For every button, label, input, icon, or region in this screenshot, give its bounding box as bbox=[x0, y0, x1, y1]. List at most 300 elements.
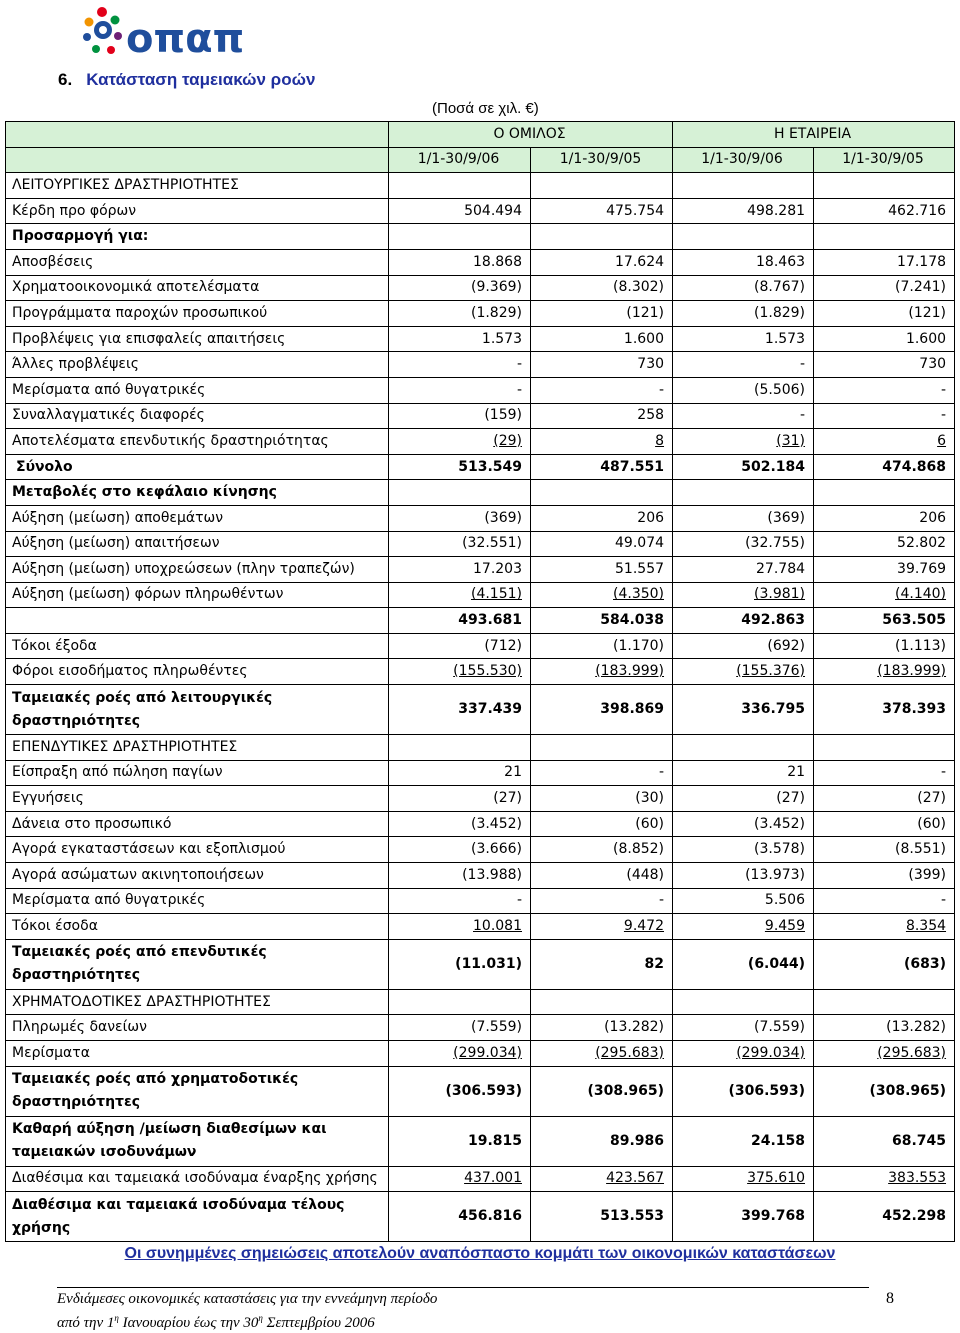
row-value bbox=[673, 1166, 814, 1192]
table-row bbox=[6, 454, 955, 480]
row-value bbox=[814, 249, 955, 275]
value-text: (60) bbox=[917, 815, 947, 832]
row-value bbox=[531, 914, 673, 940]
row-label: Σύνολο bbox=[6, 454, 389, 480]
value-text: (60) bbox=[635, 815, 665, 832]
row-label: Μερίσματα bbox=[6, 1041, 389, 1067]
row-value bbox=[531, 429, 673, 455]
row-value bbox=[389, 1192, 531, 1242]
row-value bbox=[531, 735, 673, 761]
header-company: Η ΕΤΑΙΡΕΙΑ bbox=[673, 122, 955, 148]
value-text: - bbox=[940, 407, 947, 424]
row-value bbox=[531, 1166, 673, 1192]
table-row bbox=[6, 1015, 955, 1041]
value-text: 8 bbox=[655, 432, 665, 449]
value-text: (7.559) bbox=[754, 1019, 806, 1036]
value-text: (1.829) bbox=[470, 304, 522, 321]
row-value bbox=[531, 811, 673, 837]
row-value bbox=[673, 198, 814, 224]
row-value bbox=[673, 685, 814, 735]
row-value bbox=[673, 480, 814, 506]
table-row bbox=[6, 275, 955, 301]
value-text: 21 bbox=[504, 764, 522, 781]
value-text: 24.158 bbox=[750, 1132, 806, 1149]
table-row bbox=[6, 735, 955, 761]
value-text: - bbox=[940, 892, 947, 909]
value-text: (183.999) bbox=[595, 663, 665, 680]
row-label: Αύξηση (μείωση) αποθεμάτων bbox=[6, 505, 389, 531]
row-value bbox=[814, 198, 955, 224]
footer-text-part: από την 1 bbox=[57, 1315, 115, 1331]
opap-logo bbox=[78, 6, 248, 70]
value-text: 513.553 bbox=[600, 1208, 665, 1225]
value-text: - bbox=[516, 892, 522, 909]
value-text: 437.001 bbox=[464, 1170, 522, 1187]
value-text: 6 bbox=[937, 432, 947, 449]
row-value bbox=[814, 352, 955, 378]
row-value bbox=[814, 914, 955, 940]
row-value bbox=[814, 326, 955, 352]
row-value bbox=[814, 1015, 955, 1041]
row-value bbox=[531, 1192, 673, 1242]
value-text: (369) bbox=[767, 509, 806, 526]
table-row bbox=[6, 429, 955, 455]
row-value bbox=[673, 633, 814, 659]
value-text: 1.573 bbox=[481, 330, 522, 347]
row-value bbox=[814, 837, 955, 863]
row-value bbox=[673, 531, 814, 557]
table-row bbox=[6, 1116, 955, 1166]
value-text: (13.973) bbox=[745, 866, 806, 883]
footer-text-part: Σεπτεμβρίου 2006 bbox=[262, 1315, 375, 1331]
row-value bbox=[814, 989, 955, 1015]
table-row bbox=[6, 939, 955, 989]
value-text: (32.755) bbox=[745, 535, 806, 552]
row-label: Άλλες προβλέψεις bbox=[6, 352, 389, 378]
header-period: 1/1-30/9/06 bbox=[673, 147, 814, 173]
row-value bbox=[814, 301, 955, 327]
row-label: Αποτελέσματα επενδυτικής δραστηριότητας bbox=[6, 429, 389, 455]
row-value bbox=[814, 685, 955, 735]
value-text: (299.034) bbox=[736, 1044, 806, 1061]
value-text: (308.965) bbox=[869, 1082, 947, 1099]
row-value bbox=[389, 786, 531, 812]
value-text: (159) bbox=[484, 407, 522, 424]
row-value bbox=[673, 888, 814, 914]
row-value bbox=[531, 403, 673, 429]
footer-text-part: Ιανουαρίου έως την 30 bbox=[118, 1315, 259, 1331]
row-value bbox=[389, 301, 531, 327]
value-text: 206 bbox=[919, 509, 947, 526]
value-text: (6.044) bbox=[747, 955, 806, 972]
value-text: 398.869 bbox=[600, 701, 665, 718]
row-value bbox=[531, 198, 673, 224]
value-text: (5.506) bbox=[754, 381, 806, 398]
row-value bbox=[814, 480, 955, 506]
row-value bbox=[531, 352, 673, 378]
row-value bbox=[673, 557, 814, 583]
header-period: 1/1-30/9/05 bbox=[814, 147, 955, 173]
row-value bbox=[814, 505, 955, 531]
row-value bbox=[389, 914, 531, 940]
value-text: 82 bbox=[644, 955, 665, 972]
row-label: Ταμειακές ροές από χρηματοδοτικές δραστηριότητες bbox=[6, 1066, 389, 1116]
row-value bbox=[531, 480, 673, 506]
table-row bbox=[6, 837, 955, 863]
row-value bbox=[389, 198, 531, 224]
value-text: (7.241) bbox=[895, 279, 947, 296]
row-value bbox=[389, 249, 531, 275]
table-row bbox=[6, 198, 955, 224]
row-value bbox=[814, 786, 955, 812]
row-value bbox=[531, 863, 673, 889]
row-value bbox=[389, 1166, 531, 1192]
section-title bbox=[58, 70, 315, 90]
row-value bbox=[531, 224, 673, 250]
value-text: 258 bbox=[637, 407, 665, 424]
row-value bbox=[389, 863, 531, 889]
value-text: - bbox=[516, 356, 522, 373]
value-text: - bbox=[658, 381, 665, 398]
row-value bbox=[389, 403, 531, 429]
row-label: Μεταβολές στο κεφάλαιο κίνησης bbox=[6, 480, 389, 506]
row-value bbox=[531, 377, 673, 403]
row-value bbox=[531, 888, 673, 914]
value-text: 462.716 bbox=[888, 202, 947, 219]
row-label: Αγορά ασώματων ακινητοποιήσεων bbox=[6, 863, 389, 889]
row-value bbox=[389, 888, 531, 914]
section-heading: Κατάσταση ταμειακών ροών bbox=[86, 70, 316, 89]
row-label: Ταμειακές ροές από επενδυτικές δραστηριότητες bbox=[6, 939, 389, 989]
row-value bbox=[531, 557, 673, 583]
value-text: (27) bbox=[917, 790, 947, 807]
row-label: Μερίσματα από θυγατρικές bbox=[6, 377, 389, 403]
footer-superscript: η bbox=[258, 1313, 263, 1323]
row-value bbox=[814, 659, 955, 685]
row-value bbox=[389, 659, 531, 685]
value-text: 8.354 bbox=[905, 918, 947, 935]
row-value bbox=[814, 735, 955, 761]
notes-disclaimer: Οι συνημμένες σημειώσεις αποτελούν αναπόσπαστο κομμάτι των οικονομικών καταστάσεων bbox=[124, 1245, 836, 1262]
value-text: 1.573 bbox=[764, 330, 806, 347]
value-text: 498.281 bbox=[747, 202, 806, 219]
row-value bbox=[389, 1041, 531, 1067]
row-value bbox=[531, 837, 673, 863]
row-value bbox=[673, 1041, 814, 1067]
value-text: 5.506 bbox=[764, 892, 806, 909]
value-text: 513.549 bbox=[458, 458, 522, 475]
row-value bbox=[814, 1116, 955, 1166]
value-text: (295.683) bbox=[877, 1044, 947, 1061]
value-text: (692) bbox=[767, 637, 806, 654]
header-group: Ο ΟΜΙΛΟΣ bbox=[389, 122, 673, 148]
value-text: - bbox=[940, 764, 947, 781]
row-value bbox=[389, 685, 531, 735]
table-row bbox=[6, 1041, 955, 1067]
table-row bbox=[6, 685, 955, 735]
header-row-entity bbox=[6, 122, 955, 148]
value-text: 19.815 bbox=[467, 1132, 522, 1149]
value-text: 456.816 bbox=[458, 1208, 522, 1225]
row-label: Μερίσματα από θυγατρικές bbox=[6, 888, 389, 914]
row-value bbox=[673, 939, 814, 989]
row-label: Διαθέσιμα και ταμειακά ισοδύναμα έναρξης χρήσης bbox=[6, 1166, 389, 1192]
value-text: 336.795 bbox=[741, 701, 806, 718]
value-text: (155.530) bbox=[453, 663, 522, 680]
row-value bbox=[814, 173, 955, 199]
table-row bbox=[6, 608, 955, 634]
value-text: (155.376) bbox=[736, 663, 806, 680]
table-row bbox=[6, 403, 955, 429]
row-value bbox=[673, 837, 814, 863]
value-text: 375.610 bbox=[747, 1170, 806, 1187]
table-row bbox=[6, 1166, 955, 1192]
row-label: Αγορά εγκαταστάσεων και εξοπλισμού bbox=[6, 837, 389, 863]
table-row bbox=[6, 377, 955, 403]
value-text: (3.981) bbox=[754, 586, 806, 603]
table-row bbox=[6, 505, 955, 531]
row-value bbox=[673, 224, 814, 250]
row-value bbox=[814, 377, 955, 403]
value-text: - bbox=[658, 764, 665, 781]
value-text: 27.784 bbox=[756, 560, 806, 577]
header-row-periods bbox=[6, 147, 955, 173]
row-value bbox=[531, 786, 673, 812]
value-text: (31) bbox=[776, 432, 806, 449]
row-value bbox=[814, 1192, 955, 1242]
value-text: 474.868 bbox=[882, 458, 947, 475]
value-text: (13.282) bbox=[604, 1019, 665, 1036]
value-text: 39.769 bbox=[897, 560, 947, 577]
row-label: Δάνεια στο προσωπικό bbox=[6, 811, 389, 837]
header-blank bbox=[6, 147, 389, 173]
header-blank bbox=[6, 122, 389, 148]
value-text: 17.178 bbox=[897, 253, 947, 270]
row-value bbox=[531, 989, 673, 1015]
value-text: 337.439 bbox=[458, 701, 522, 718]
value-text: 18.868 bbox=[473, 253, 522, 270]
value-text: 504.494 bbox=[464, 202, 522, 219]
row-value bbox=[389, 326, 531, 352]
footer-text-line1: Ενδιάμεσες οικονομικές καταστάσεις για την εννεάμηνη περίοδο bbox=[57, 1291, 438, 1307]
row-value bbox=[389, 1116, 531, 1166]
value-text: 49.074 bbox=[615, 535, 665, 552]
row-label: Αποσβέσεις bbox=[6, 249, 389, 275]
value-text: (1.170) bbox=[613, 637, 665, 654]
value-text: (183.999) bbox=[877, 663, 947, 680]
value-text: (712) bbox=[484, 637, 522, 654]
row-value bbox=[389, 1066, 531, 1116]
table-row bbox=[6, 582, 955, 608]
row-label: ΛΕΙΤΟΥΡΓΙΚΕΣ ΔΡΑΣΤΗΡΙΟΤΗΤΕΣ bbox=[6, 173, 389, 199]
value-text: 378.393 bbox=[882, 701, 947, 718]
row-label: Συναλλαγματικές διαφορές bbox=[6, 403, 389, 429]
row-value bbox=[389, 173, 531, 199]
row-value bbox=[814, 454, 955, 480]
row-value bbox=[389, 608, 531, 634]
table-row bbox=[6, 811, 955, 837]
row-value bbox=[673, 863, 814, 889]
section-number: 6. bbox=[58, 70, 73, 89]
row-value bbox=[531, 173, 673, 199]
row-label: Διαθέσιμα και ταμειακά ισοδύναμα τέλους χρήσης bbox=[6, 1192, 389, 1242]
row-value bbox=[673, 429, 814, 455]
row-label: Αύξηση (μείωση) υποχρεώσεων (πλην τραπεζών) bbox=[6, 557, 389, 583]
table-row bbox=[6, 557, 955, 583]
value-text: 502.184 bbox=[741, 458, 806, 475]
row-value bbox=[673, 403, 814, 429]
value-text: (4.151) bbox=[470, 586, 522, 603]
value-text: 52.802 bbox=[897, 535, 947, 552]
row-value bbox=[814, 1066, 955, 1116]
value-text: - bbox=[940, 381, 947, 398]
row-value bbox=[673, 811, 814, 837]
value-text: (448) bbox=[626, 866, 665, 883]
row-value bbox=[531, 301, 673, 327]
value-text: 452.298 bbox=[882, 1208, 947, 1225]
row-value bbox=[814, 863, 955, 889]
row-label: Φόροι εισοδήματος πληρωθέντες bbox=[6, 659, 389, 685]
row-value bbox=[389, 531, 531, 557]
row-value bbox=[389, 1015, 531, 1041]
row-value bbox=[814, 760, 955, 786]
amounts-unit: (Ποσά σε χιλ. €) bbox=[432, 100, 539, 117]
row-value bbox=[389, 352, 531, 378]
row-value bbox=[531, 685, 673, 735]
row-label: Χρηματοοικονομικά αποτελέσματα bbox=[6, 275, 389, 301]
value-text: (399) bbox=[908, 866, 947, 883]
row-label: Αύξηση (μείωση) απαιτήσεων bbox=[6, 531, 389, 557]
row-value bbox=[673, 173, 814, 199]
row-value bbox=[673, 582, 814, 608]
header-period: 1/1-30/9/05 bbox=[531, 147, 673, 173]
value-text: (683) bbox=[904, 955, 947, 972]
row-value bbox=[389, 429, 531, 455]
value-text: (295.683) bbox=[595, 1044, 665, 1061]
value-text: 1.600 bbox=[623, 330, 665, 347]
row-value bbox=[531, 531, 673, 557]
row-value bbox=[531, 326, 673, 352]
table-row bbox=[6, 301, 955, 327]
row-value bbox=[673, 454, 814, 480]
row-value bbox=[673, 760, 814, 786]
value-text: (27) bbox=[776, 790, 806, 807]
row-value bbox=[389, 760, 531, 786]
value-text: (8.302) bbox=[613, 279, 665, 296]
row-value bbox=[673, 326, 814, 352]
row-value bbox=[673, 377, 814, 403]
row-label: ΧΡΗΜΑΤΟΔΟΤΙΚΕΣ ΔΡΑΣΤΗΡΙΟΤΗΤΕΣ bbox=[6, 989, 389, 1015]
value-text: (8.767) bbox=[754, 279, 806, 296]
row-value bbox=[389, 989, 531, 1015]
value-text: 383.553 bbox=[888, 1170, 947, 1187]
value-text: (11.031) bbox=[455, 955, 522, 972]
value-text: 493.681 bbox=[458, 612, 522, 629]
row-value bbox=[389, 939, 531, 989]
value-text: (1.829) bbox=[754, 304, 806, 321]
row-label: Κέρδη προ φόρων bbox=[6, 198, 389, 224]
table-row bbox=[6, 659, 955, 685]
row-value bbox=[814, 608, 955, 634]
value-text: 475.754 bbox=[606, 202, 665, 219]
table-row bbox=[6, 173, 955, 199]
value-text: (306.593) bbox=[445, 1082, 522, 1099]
row-value bbox=[531, 582, 673, 608]
value-text: (13.282) bbox=[886, 1019, 947, 1036]
value-text: 563.505 bbox=[882, 612, 947, 629]
row-value bbox=[673, 249, 814, 275]
value-text: (8.551) bbox=[895, 841, 947, 858]
value-text: 68.745 bbox=[892, 1132, 947, 1149]
table-row bbox=[6, 352, 955, 378]
row-value bbox=[389, 633, 531, 659]
value-text: - bbox=[799, 407, 806, 424]
value-text: (29) bbox=[493, 432, 522, 449]
logo-wordmark: οπαπ bbox=[126, 16, 245, 62]
value-text: 399.768 bbox=[741, 1208, 806, 1225]
row-value bbox=[389, 377, 531, 403]
table-row bbox=[6, 249, 955, 275]
row-value bbox=[814, 811, 955, 837]
value-text: 423.567 bbox=[606, 1170, 665, 1187]
table-row bbox=[6, 326, 955, 352]
row-value bbox=[814, 888, 955, 914]
footer-divider bbox=[57, 1287, 869, 1288]
cash-flow-table bbox=[5, 121, 955, 1242]
row-value bbox=[673, 275, 814, 301]
table-row bbox=[6, 989, 955, 1015]
table-row bbox=[6, 633, 955, 659]
value-text: 730 bbox=[637, 356, 665, 373]
table-row bbox=[6, 480, 955, 506]
row-value bbox=[814, 429, 955, 455]
row-value bbox=[673, 989, 814, 1015]
value-text: (121) bbox=[908, 304, 947, 321]
row-value bbox=[389, 837, 531, 863]
row-value bbox=[389, 505, 531, 531]
value-text: - bbox=[516, 381, 522, 398]
value-text: (27) bbox=[493, 790, 522, 807]
row-value bbox=[389, 480, 531, 506]
row-value bbox=[531, 939, 673, 989]
row-value bbox=[389, 275, 531, 301]
value-text: 89.986 bbox=[609, 1132, 665, 1149]
value-text: 17.624 bbox=[615, 253, 665, 270]
row-label: Ταμειακές ροές από λειτουργικές δραστηριότητες bbox=[6, 685, 389, 735]
row-value bbox=[814, 633, 955, 659]
value-text: 206 bbox=[637, 509, 665, 526]
row-value bbox=[531, 1041, 673, 1067]
row-value bbox=[673, 1116, 814, 1166]
row-value bbox=[814, 403, 955, 429]
value-text: - bbox=[658, 892, 665, 909]
row-value bbox=[531, 760, 673, 786]
row-label: Προγράμματα παροχών προσωπικού bbox=[6, 301, 389, 327]
row-label bbox=[6, 608, 389, 634]
row-value bbox=[814, 557, 955, 583]
table-row bbox=[6, 224, 955, 250]
value-text: (4.140) bbox=[895, 586, 947, 603]
table-row bbox=[6, 531, 955, 557]
value-text: (1.113) bbox=[895, 637, 947, 654]
row-value bbox=[673, 1015, 814, 1041]
row-value bbox=[531, 608, 673, 634]
row-value bbox=[389, 557, 531, 583]
row-label: Τόκοι έξοδα bbox=[6, 633, 389, 659]
value-text: (3.452) bbox=[754, 815, 806, 832]
header-period: 1/1-30/9/06 bbox=[389, 147, 531, 173]
row-label: ΕΠΕΝΔΥΤΙΚΕΣ ΔΡΑΣΤΗΡΙΟΤΗΤΕΣ bbox=[6, 735, 389, 761]
